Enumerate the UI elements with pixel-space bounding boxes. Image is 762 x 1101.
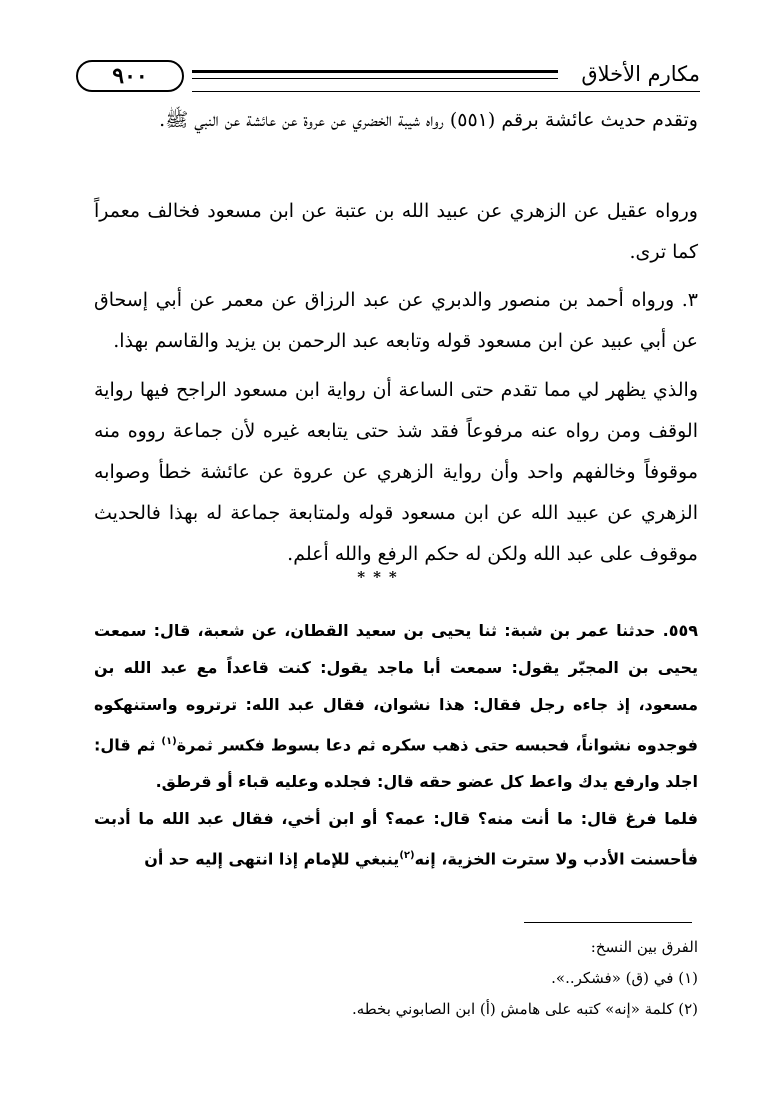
header-rule-thin	[192, 78, 558, 79]
footnotes	[94, 932, 698, 1025]
footnote-separator	[524, 922, 692, 923]
header-underline	[192, 91, 700, 92]
footnote-ref-1: (١)	[161, 736, 177, 747]
paragraph-1: وتقدم حديث عائشة برقم (٥٥١) رواه شيبة الخضري عن عروة عن عائشة عن النبي ﷺ.	[159, 109, 698, 131]
footnote-1: (١) في (ق) «فشكر..».	[551, 969, 698, 987]
hadith-continuation-end: ينبغي للإمام إذا انتهى إليه حد أن	[144, 849, 400, 869]
footnote-2: (٢) كلمة «إنه» كتبه على هامش (أ) ابن الصابوني بخطه.	[351, 1000, 698, 1018]
running-header	[60, 58, 700, 96]
paragraph-2: ورواه عقيل عن الزهري عن عبيد الله بن عتبة عن ابن مسعود فخالف معمراً كما ترى.	[94, 200, 698, 263]
hadith-559-end: ثم قال: اجلد وارفع يدك واعط كل عضو حقه قال: فجلده وعليه قباء أو قرطق.	[94, 735, 698, 792]
page-number: ٩٠٠	[76, 60, 184, 92]
paragraph-4: والذي يظهر لي مما تقدم حتى الساعة أن رواية ابن مسعود الراجح فيها رواية الوقف ومن رواه عنه مرفوعاً فقد شذ حتى يتابعه غيره لأن جماعة رووه منه موقوفاً وخالفهم واحد وأن رواية الزهري عن عروة عن عائشة خطأ وصوابه الزهري عن عبيد الله عن ابن مسعود قوله ولمتابعة جماعة له بهذا فالحديث موقوف على عبد الله ولكن له حكم الرفع والله أعلم.	[94, 379, 698, 565]
hadith-continuation	[94, 800, 698, 877]
footnote-heading: الفرق بين النسخ:	[590, 938, 698, 956]
header-rule-thick	[192, 70, 558, 73]
footnote-ref-2: (٢)	[399, 850, 415, 861]
hadith-559	[94, 612, 698, 800]
book-title: مكارم الأخلاق	[581, 62, 700, 86]
section-separator: ***	[357, 568, 405, 586]
paragraph-3: ٣. ورواه أحمد بن منصور والدبري عن عبد الرزاق عن معمر عن أبي إسحاق عن أبي عبيد عن ابن مسعود قوله وتابعه عبد الرحمن بن يزيد والقاسم بهذا.	[94, 289, 698, 352]
hadith-559-text: ٥٥٩. حدثنا عمر بن شبة: ثنا يحيى بن سعيد القطان، عن شعبة، قال: سمعت يحيى بن المجبّر يقول: سمعت أبا ماجد يقول: كنت قاعداً مع عبد الله بن مسعود، إذ جاءه رجل فقال: هذا نشوان، فقال عبد الله: ترتروه واستنهكوه فوجدوه نشواناً، فحبسه حتى ذهب سكره ثم دعا بسوط فكسر ثمرة	[94, 621, 698, 755]
hadith-continuation-text: فلما فرغ قال: ما أنت منه؟ قال: عمه؟ أو ابن أخي، فقال عبد الله ما أدبت فأحسنت الأدب ولا سترت الخزية، إنه	[94, 809, 698, 869]
